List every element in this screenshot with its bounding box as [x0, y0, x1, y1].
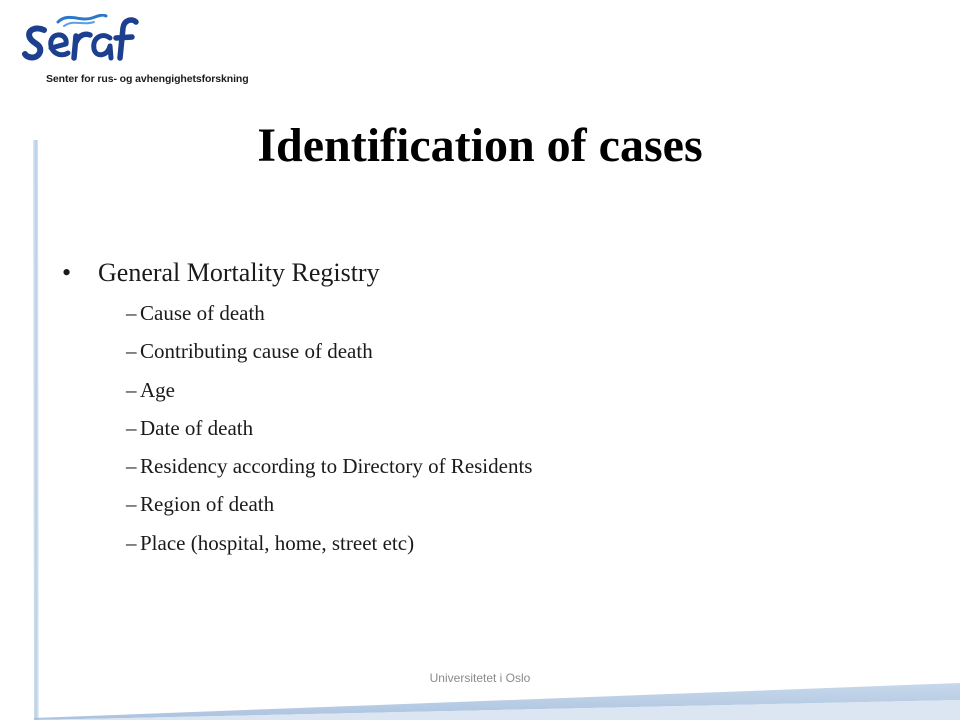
- dash-icon: –: [126, 492, 137, 517]
- dash-icon: –: [126, 530, 137, 555]
- logo-tagline: Senter for rus- og avhengighetsforskning: [46, 73, 249, 85]
- dash-icon: –: [126, 454, 137, 479]
- sub-item-text: Contributing cause of death: [140, 339, 373, 364]
- sub-item: [62, 371, 882, 409]
- sub-item: [62, 294, 882, 332]
- sub-item: [62, 447, 882, 485]
- sub-item-text: Place (hospital, home, street etc): [140, 530, 415, 555]
- sub-item-text: Date of death: [140, 415, 254, 440]
- seraf-logo-icon: [22, 14, 232, 64]
- seraf-logo: [22, 14, 249, 85]
- sub-item: [62, 409, 882, 447]
- sub-item-text: Age: [140, 377, 175, 402]
- bullet-label: General Mortality Registry: [98, 258, 380, 287]
- dash-icon: –: [126, 301, 137, 325]
- bullet-dot-icon: •: [62, 258, 72, 287]
- left-accent-bar: [33, 140, 39, 720]
- sub-item: [62, 485, 882, 523]
- sub-item-text: Residency according to Directory of Residents: [140, 454, 533, 479]
- dash-icon: –: [126, 415, 137, 440]
- page-title: Identification of cases: [257, 119, 703, 172]
- bullet-item: [62, 252, 882, 294]
- sub-item-list: [62, 294, 882, 562]
- sub-item: [62, 524, 882, 562]
- slide-content: [62, 252, 882, 562]
- footer-text: Universitetet i Oslo: [429, 671, 531, 685]
- sub-item-text: Cause of death: [140, 301, 265, 325]
- wave-icon: [58, 15, 106, 22]
- sub-item: [62, 332, 882, 370]
- sub-item-text: Region of death: [140, 492, 275, 517]
- dash-icon: –: [126, 339, 137, 364]
- dash-icon: –: [126, 377, 137, 402]
